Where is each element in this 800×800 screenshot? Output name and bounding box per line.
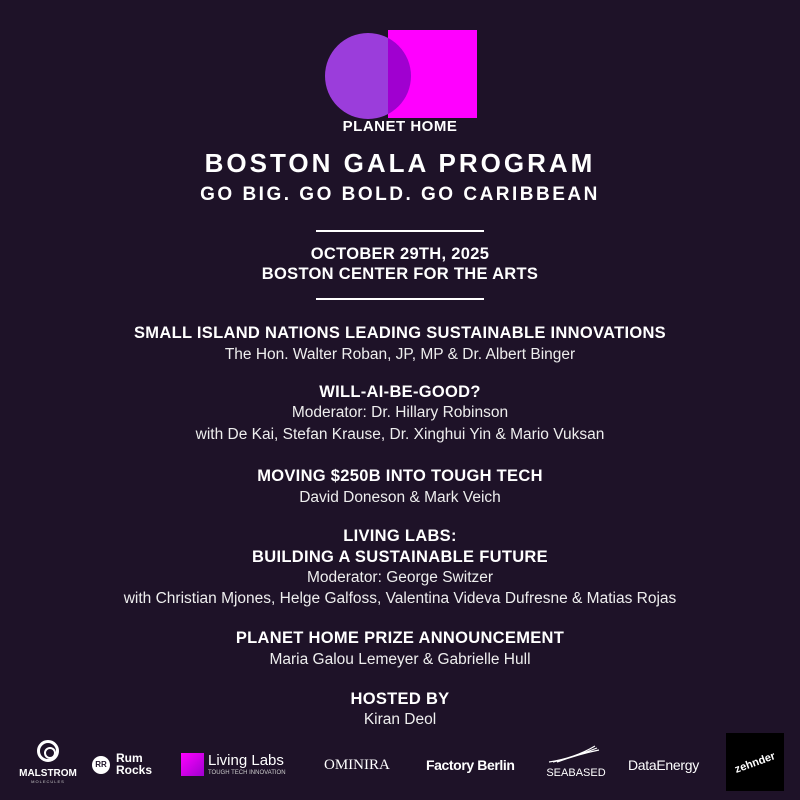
event-date: OCTOBER 29TH, 2025: [310, 245, 490, 263]
swirl-icon: [37, 740, 59, 762]
event-venue: BOSTON CENTER FOR THE ARTS: [261, 265, 539, 283]
page-title: BOSTON GALA PROGRAM: [204, 148, 596, 178]
sponsor-factory-berlin: Factory Berlin: [426, 757, 515, 773]
session-speakers: The Hon. Walter Roban, JP, MP & Dr. Albert Binger: [224, 346, 576, 363]
sponsor-name: SEABASED: [546, 767, 606, 779]
sponsor-seabased: [545, 742, 607, 779]
session-speakers: David Doneson & Mark Veich: [299, 489, 501, 506]
divider: [316, 230, 484, 232]
square-icon: [181, 753, 204, 776]
session-moderator: Moderator: Dr. Hillary Robinson: [291, 404, 509, 421]
session-moderator: Moderator: George Switzer: [306, 569, 494, 586]
sponsor-ominira: OMINIRA: [324, 757, 390, 773]
session-speakers: with Christian Mjones, Helge Galfoss, Valentina Videva Dufresne & Matias Rojas: [123, 590, 677, 607]
session-title: MOVING $250B INTO TOUGH TECH: [257, 467, 543, 485]
sponsor-name: MALSTROM: [19, 768, 77, 779]
sponsor-name: Living Labs: [208, 752, 284, 769]
tagline: GO BIG. GO BOLD. GO CARIBBEAN: [200, 184, 600, 205]
session-speakers: Maria Galou Lemeyer & Gabrielle Hull: [269, 651, 531, 668]
wave-icon: [545, 742, 607, 764]
sponsor-rum-rocks: [92, 752, 152, 776]
session-title: LIVING LABS:: [343, 527, 457, 545]
session-title: PLANET HOME PRIZE ANNOUNCEMENT: [235, 629, 565, 647]
session-subtitle: BUILDING A SUSTAINABLE FUTURE: [252, 548, 548, 566]
session-title: WILL-AI-BE-GOOD?: [319, 383, 481, 401]
sponsor-zehnder: [726, 733, 784, 791]
sponsor-sub: TOUGH TECH INNOVATION: [208, 770, 286, 776]
host-heading: HOSTED BY: [350, 690, 450, 708]
logo-overlap: [388, 33, 411, 119]
rr-icon: RR: [92, 756, 110, 774]
sponsor-malstrom: [18, 740, 78, 784]
host-name: Kiran Deol: [363, 711, 437, 728]
brand-name: PLANET HOME: [342, 118, 458, 135]
sponsor-dataenergy: DataEnergy: [628, 757, 699, 773]
session-speakers: with De Kai, Stefan Krause, Dr. Xinghui Yin & Mario Vuksan: [195, 426, 605, 443]
sponsor-name: zehnder: [733, 750, 777, 776]
divider: [316, 298, 484, 300]
sponsor-name: Rocks: [116, 763, 153, 777]
sponsor-name: Rum: [116, 751, 143, 765]
sponsor-living-labs: [181, 753, 286, 776]
session-title: SMALL ISLAND NATIONS LEADING SUSTAINABLE INNOVATIONS: [134, 324, 666, 342]
sponsor-sub: MOLECULES: [31, 779, 65, 784]
